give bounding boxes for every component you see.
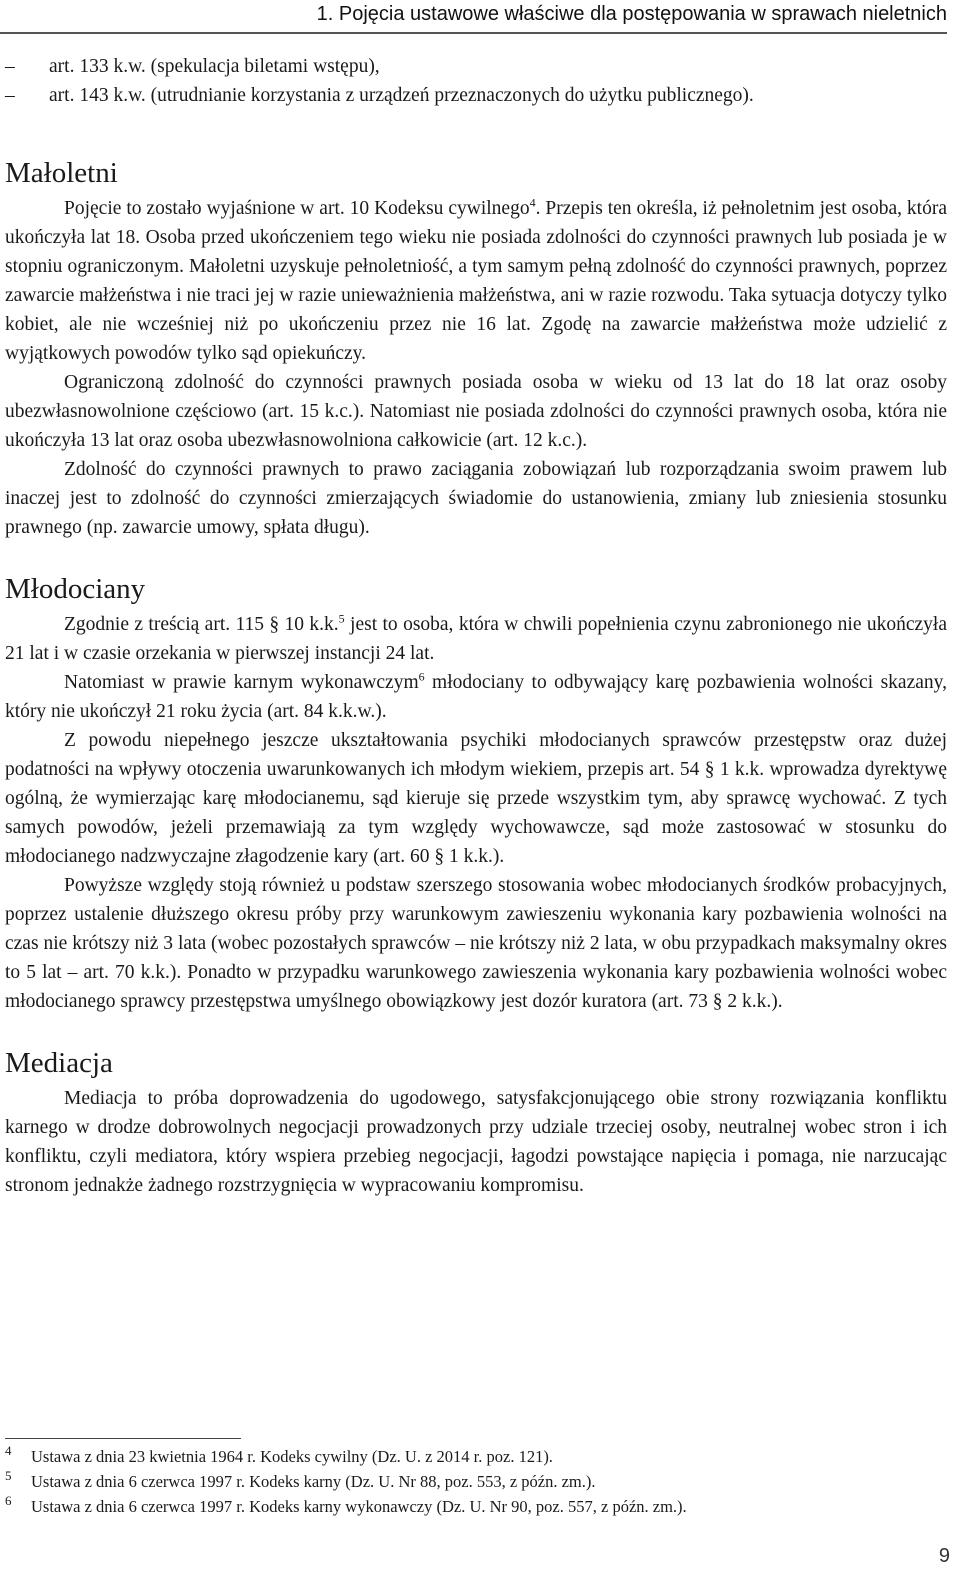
section-heading-mlodociany: Młodociany xyxy=(5,573,146,605)
footnote-number: 4 xyxy=(5,1443,12,1458)
footnote-text: Ustawa z dnia 23 kwietnia 1964 r. Kodeks cywilny (Dz. U. z 2014 r. poz. 121). xyxy=(31,1447,553,1466)
footnote-text: Ustawa z dnia 6 czerwca 1997 r. Kodeks karny (Dz. U. Nr 88, poz. 553, z późn. zm.). xyxy=(31,1472,596,1491)
page-body xyxy=(5,52,947,1200)
page-number: 9 xyxy=(938,1545,950,1567)
section-mlodociany xyxy=(5,572,947,1016)
intro-list xyxy=(5,52,947,110)
footnote-item xyxy=(5,1444,935,1469)
footnote-ref[interactable]: 6 xyxy=(418,669,425,684)
paragraph: Mediacja to próba doprowadzenia do ugodowego, satysfakcjonującego obie strony rozwiązania konfliktu karnego w drodze dobrowolnych negocjacji prowadzonych przy udziale trzeciej osoby, neutralnej wobec stron i ich konfliktu, czyli mediatora, który wspiera przebieg negocjacji, łagodzi powstające napięcia i pomaga, nie narzucając stronom jednakże żadnego rozstrzygnięcia w wypracowaniu kompromisu. xyxy=(5,1088,947,1196)
footnote-divider xyxy=(5,1438,241,1439)
paragraph-text: Zgodnie z treścią art. 115 § 10 k.k. xyxy=(64,614,339,635)
footnote-number: 6 xyxy=(5,1493,12,1508)
list-item xyxy=(5,81,947,110)
footnote-text: Ustawa z dnia 6 czerwca 1997 r. Kodeks karny wykonawczy (Dz. U. Nr 90, poz. 557, z późn. zm.). xyxy=(31,1497,687,1516)
footnotes xyxy=(5,1438,935,1519)
running-header xyxy=(0,0,947,34)
section-maloletni xyxy=(5,156,947,542)
footnote-item xyxy=(5,1494,935,1519)
paragraph xyxy=(5,194,947,368)
paragraph-text: . Przepis ten określa, iż pełnoletnim jest osoba, która ukończyła lat 18. Osoba przed ukończeniem tego wieku nie posiada zdolności do czynności prawnych lub posiada je w stopniu ograniczonym. Małoletni uzyskuje pełnoletniość, a tym samym pełną zdolność do czynności prawnych, poprzez zawarcie małżeństwa i nie traci jej w razie unieważnienia małżeństwa, ani w razie rozwodu. Taka sytuacja dotyczy tylko kobiet, ale nie wcześniej niż po ukończeniu przez nie 16 lat. Zgodę na zawarcie małżeństwa może udzielić z wyjątkowych powodów tylko sąd opiekuńczy. xyxy=(5,198,947,364)
list-item-text: art. 133 k.w. (spekulacja biletami wstępu), xyxy=(49,56,380,77)
list-item xyxy=(5,52,947,81)
footnote-ref[interactable]: 5 xyxy=(338,611,345,626)
footnote-item xyxy=(5,1469,935,1494)
paragraph xyxy=(5,668,947,726)
paragraph-text: Pojęcie to zostało wyjaśnione w art. 10 Kodeksu cywilnego xyxy=(64,198,530,219)
footnote-ref[interactable]: 4 xyxy=(529,195,536,210)
running-header-title: 1. Pojęcia ustawowe właściwe dla postępowania w sprawach nieletnich xyxy=(316,3,947,25)
paragraph xyxy=(5,610,947,668)
list-item-text: art. 143 k.w. (utrudnianie korzystania z urządzeń przeznaczonych do użytku publicznego). xyxy=(49,85,754,106)
list-dash: – xyxy=(5,85,15,106)
section-heading-mediacja: Mediacja xyxy=(5,1047,113,1079)
paragraph-text: jest to osoba, która w chwili popełnienia czynu zabronionego nie ukończyła 21 lat i w czasie orzekania w pierwszej instancji 24 lat. xyxy=(5,614,947,664)
footnote-number: 5 xyxy=(5,1468,12,1483)
list-dash: – xyxy=(5,56,15,77)
paragraph: Powyższe względy stoją również u podstaw szerszego stosowania wobec młodocianych środków probacyjnych, poprzez ustalenie dłuższego okresu próby przy warunkowym zawieszeniu wykonania kary pozbawienia wolności na czas nie krótszy niż 3 lata (wobec pozostałych sprawców – nie krótszy niż 2 lata, w obu przypadkach maksymalny okres to 5 lat – art. 70 k.k.). Ponadto w przypadku warunkowego zawieszenia wykonania kary pozbawienia wolności wobec młodocianego sprawcy przestępstwa umyślnego obowiązkowy jest dozór kuratora (art. 73 § 2 k.k.). xyxy=(5,875,947,1012)
paragraph: Ograniczoną zdolność do czynności prawnych posiada osoba w wieku od 13 lat do 18 lat oraz osoby ubezwłasnowolnione częściowo (art. 15 k.c.). Natomiast nie posiada zdolności do czynności prawnych osoba, która nie ukończyła 13 lat oraz osoba ubezwłasnowolniona całkowicie (art. 12 k.c.). xyxy=(5,372,947,451)
section-heading-maloletni: Małoletni xyxy=(5,157,118,189)
paragraph: Z powodu niepełnego jeszcze ukształtowania psychiki młodocianych sprawców przestępstw oraz dużej podatności na wpływy otoczenia uwarunkowanych ich młodym wiekiem, przepis art. 54 § 1 k.k. wprowadza dyrektywę ogólną, że wymierzając karę młodocianemu, sąd kieruje się przede wszystkim tym, aby sprawcę wychować. Z tych samych powodów, jeżeli przemawiają za tym względy wychowawcze, sąd może zastosować w stosunku do młodocianego nadzwyczajne złagodzenie kary (art. 60 § 1 k.k.). xyxy=(5,730,947,867)
paragraph-text: młodociany to odbywający karę pozbawienia wolności skazany, który nie ukończył 21 roku życia (art. 84 k.k.w.). xyxy=(5,672,947,722)
section-mediacja xyxy=(5,1046,947,1200)
paragraph-text: Natomiast w prawie karnym wykonawczym xyxy=(64,672,419,693)
paragraph: Zdolność do czynności prawnych to prawo zaciągania zobowiązań lub rozporządzania swoim prawem lub inaczej jest to zdolność do czynności zmierzających świadomie do ustanowienia, zmiany lub zniesienia stosunku prawnego (np. zawarcie umowy, spłata długu). xyxy=(5,459,947,538)
